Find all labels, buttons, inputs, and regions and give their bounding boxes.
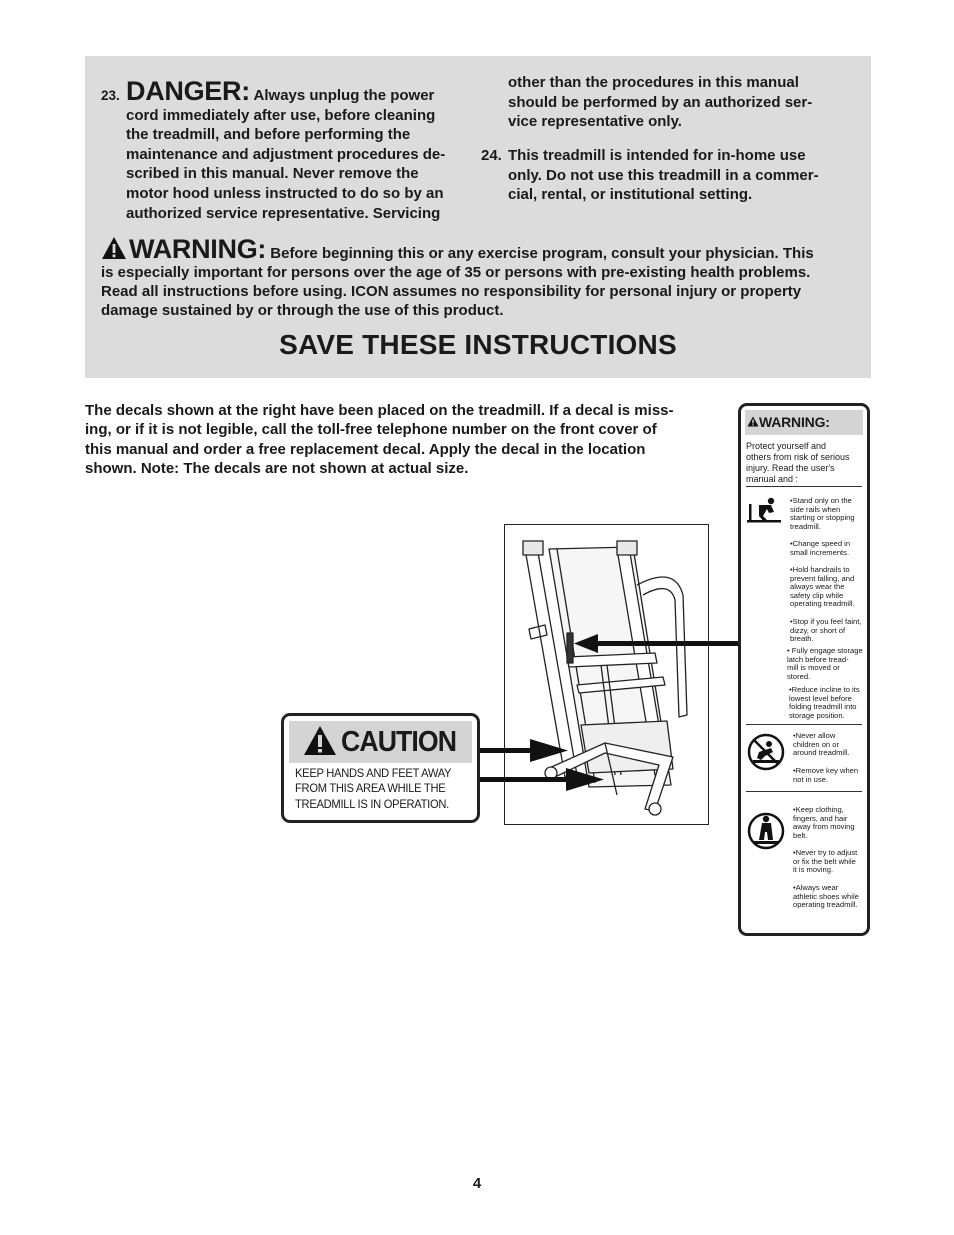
treadmill-illustration [504,524,709,825]
decal-line: storage position. [789,710,845,720]
decal-line: manual and : [746,474,799,484]
item-line: cial, rental, or institutional setting. [508,186,753,204]
caution-heading: CAUTION [341,726,457,758]
decal-line: children on or [793,739,840,749]
item-line: scribed in this manual. Never remove the [126,165,419,183]
warning-heading: WARNING: [129,234,267,264]
intro-line: The decals shown at the right have been placed on the treadmill. If a decal is miss- [85,402,674,419]
danger-heading: DANGER: [126,76,250,106]
caution-line: KEEP HANDS AND FEET AWAY [295,766,452,780]
item-line: the treadmill, and before performing the [126,126,411,144]
intro-line: ing, or if it is not legible, call the toll-free telephone number on the front cover of [85,421,657,439]
divider [746,486,862,487]
decal-line: dizzy, or short of [790,625,846,635]
decal-line: safety clip while [790,590,844,600]
person-on-side-rails-icon [745,494,783,528]
warning-line: is especially important for persons over the age of 35 or persons with pre-existing health problems. [101,264,811,281]
item-line: should be performed by an authorized ser- [508,93,813,111]
divider [746,791,862,792]
item-line: motor hood unless instructed to do so by an [126,184,444,202]
page-number: 4 [472,1175,482,1192]
decal-line: athletic shoes while [793,891,859,901]
decal-line: •Never allow [793,731,836,740]
decal-line: operating treadmill. [793,900,858,910]
decal-line: •Hold handrails to [790,565,850,574]
item-line: This treadmill is intended for in-home use [508,147,806,164]
decal-line: belt. [793,830,808,840]
decal-line: •Never try to adjust [793,848,858,857]
decal-line: mill is moved or [787,663,840,673]
save-instructions-title: SAVE THESE INSTRUCTIONS [279,329,677,360]
divider [746,724,862,725]
decal-line: injury. Read the user's [746,463,835,473]
warning-paragraph [101,236,861,320]
warning-decal-heading: WARNING: [759,414,830,430]
warning-decal-intro [746,441,866,485]
decal-line: fingers, and hair [793,813,848,823]
decal-line: starting or stopping [790,513,855,523]
decal-line: others from risk of serious [746,452,850,462]
decal-line: •Change speed in [790,539,851,548]
decal-line: away from moving [793,822,855,832]
item-number: 23. [101,88,120,103]
warning-decal-bullet [787,647,867,681]
item-line: other than the procedures in this manual [508,74,799,91]
warning-line: damage sustained by or through the use of this product. [101,302,504,319]
decal-line: •Stop if you feel faint, [790,617,862,626]
warning-decal-bullet [793,806,870,840]
warning-line: Read all instructions before using. ICON assumes no responsibility for personal injury or property [101,283,802,300]
item-number: 24. [481,147,502,164]
warning-decal-bullet [793,732,870,758]
warning-decal-header [745,410,863,435]
decal-line: or fix the belt while [793,856,856,866]
item-line: vice representative only. [508,113,682,131]
warning-decal-bullet [790,497,870,531]
warning-line [101,236,861,263]
warning-decal-bullet [790,566,870,609]
decal-line: •Keep clothing, [793,805,844,814]
warning-triangle-icon [303,725,337,756]
warning-text: Before beginning this or any exercise program, consult your physician. This [270,245,814,262]
warning-decal-bullet [790,618,870,644]
item-line [126,76,471,106]
caution-line: FROM THIS AREA WHILE THE [295,781,446,796]
decal-line: treadmill. [790,521,821,531]
warning-triangle-icon [747,416,759,427]
warning-decal-bullet [793,884,870,910]
item-line: maintenance and adjustment procedures de- [126,145,446,163]
warning-decal-bullet [789,686,869,720]
decal-line: operating treadmill. [790,599,855,609]
warning-decal-bullet [790,540,870,557]
decal-line: small increments. [790,547,850,557]
caution-decal [281,713,480,823]
keep-clear-of-belt-icon [747,810,785,852]
decal-line: stored. [787,671,811,681]
caution-header [289,721,472,763]
decal-line: •Stand only on the [790,496,852,505]
decal-line: not in use. [793,774,829,784]
item-line: cord immediately after use, before cleaning [126,106,436,124]
item-line: only. Do not use this treadmill in a commer- [508,166,819,184]
decal-line: folding treadmill into [789,702,857,712]
decal-line: •Always wear [793,883,839,892]
folded-treadmill-drawing [505,525,708,824]
decal-line: lowest level before [789,693,852,703]
decals-intro-paragraph [85,401,703,478]
caution-message [295,766,467,812]
decal-line: Protect yourself and [746,441,827,451]
decal-line: side rails when [790,504,841,514]
warning-decal-bullet [793,767,870,784]
decal-line: prevent falling, and [790,573,855,583]
intro-line: shown. Note: The decals are not shown at actual size. [85,459,469,477]
caution-line: TREADMILL IS IN OPERATION. [295,796,449,811]
decal-line: •Reduce incline to its [789,685,860,694]
intro-line: this manual and order a free replacement decal. Apply the decal in the location [85,440,646,458]
item-line: authorized service representative. Servicing [126,204,441,222]
decal-line: •Remove key when [793,766,859,775]
decal-line: breath. [790,634,814,644]
no-children-icon [747,732,785,772]
warning-decal-bullet [793,849,870,875]
item-text: Always unplug the power [253,87,435,104]
decal-line: • Fully engage storage [787,646,863,655]
decal-line: always wear the [790,582,845,592]
decal-line: latch before tread- [787,654,849,664]
decal-line: around treadmill. [793,748,850,758]
warning-decal [738,403,870,936]
safety-item-23-continued [508,73,848,132]
warning-triangle-icon [101,236,127,260]
decal-line: it is moving. [793,865,834,875]
